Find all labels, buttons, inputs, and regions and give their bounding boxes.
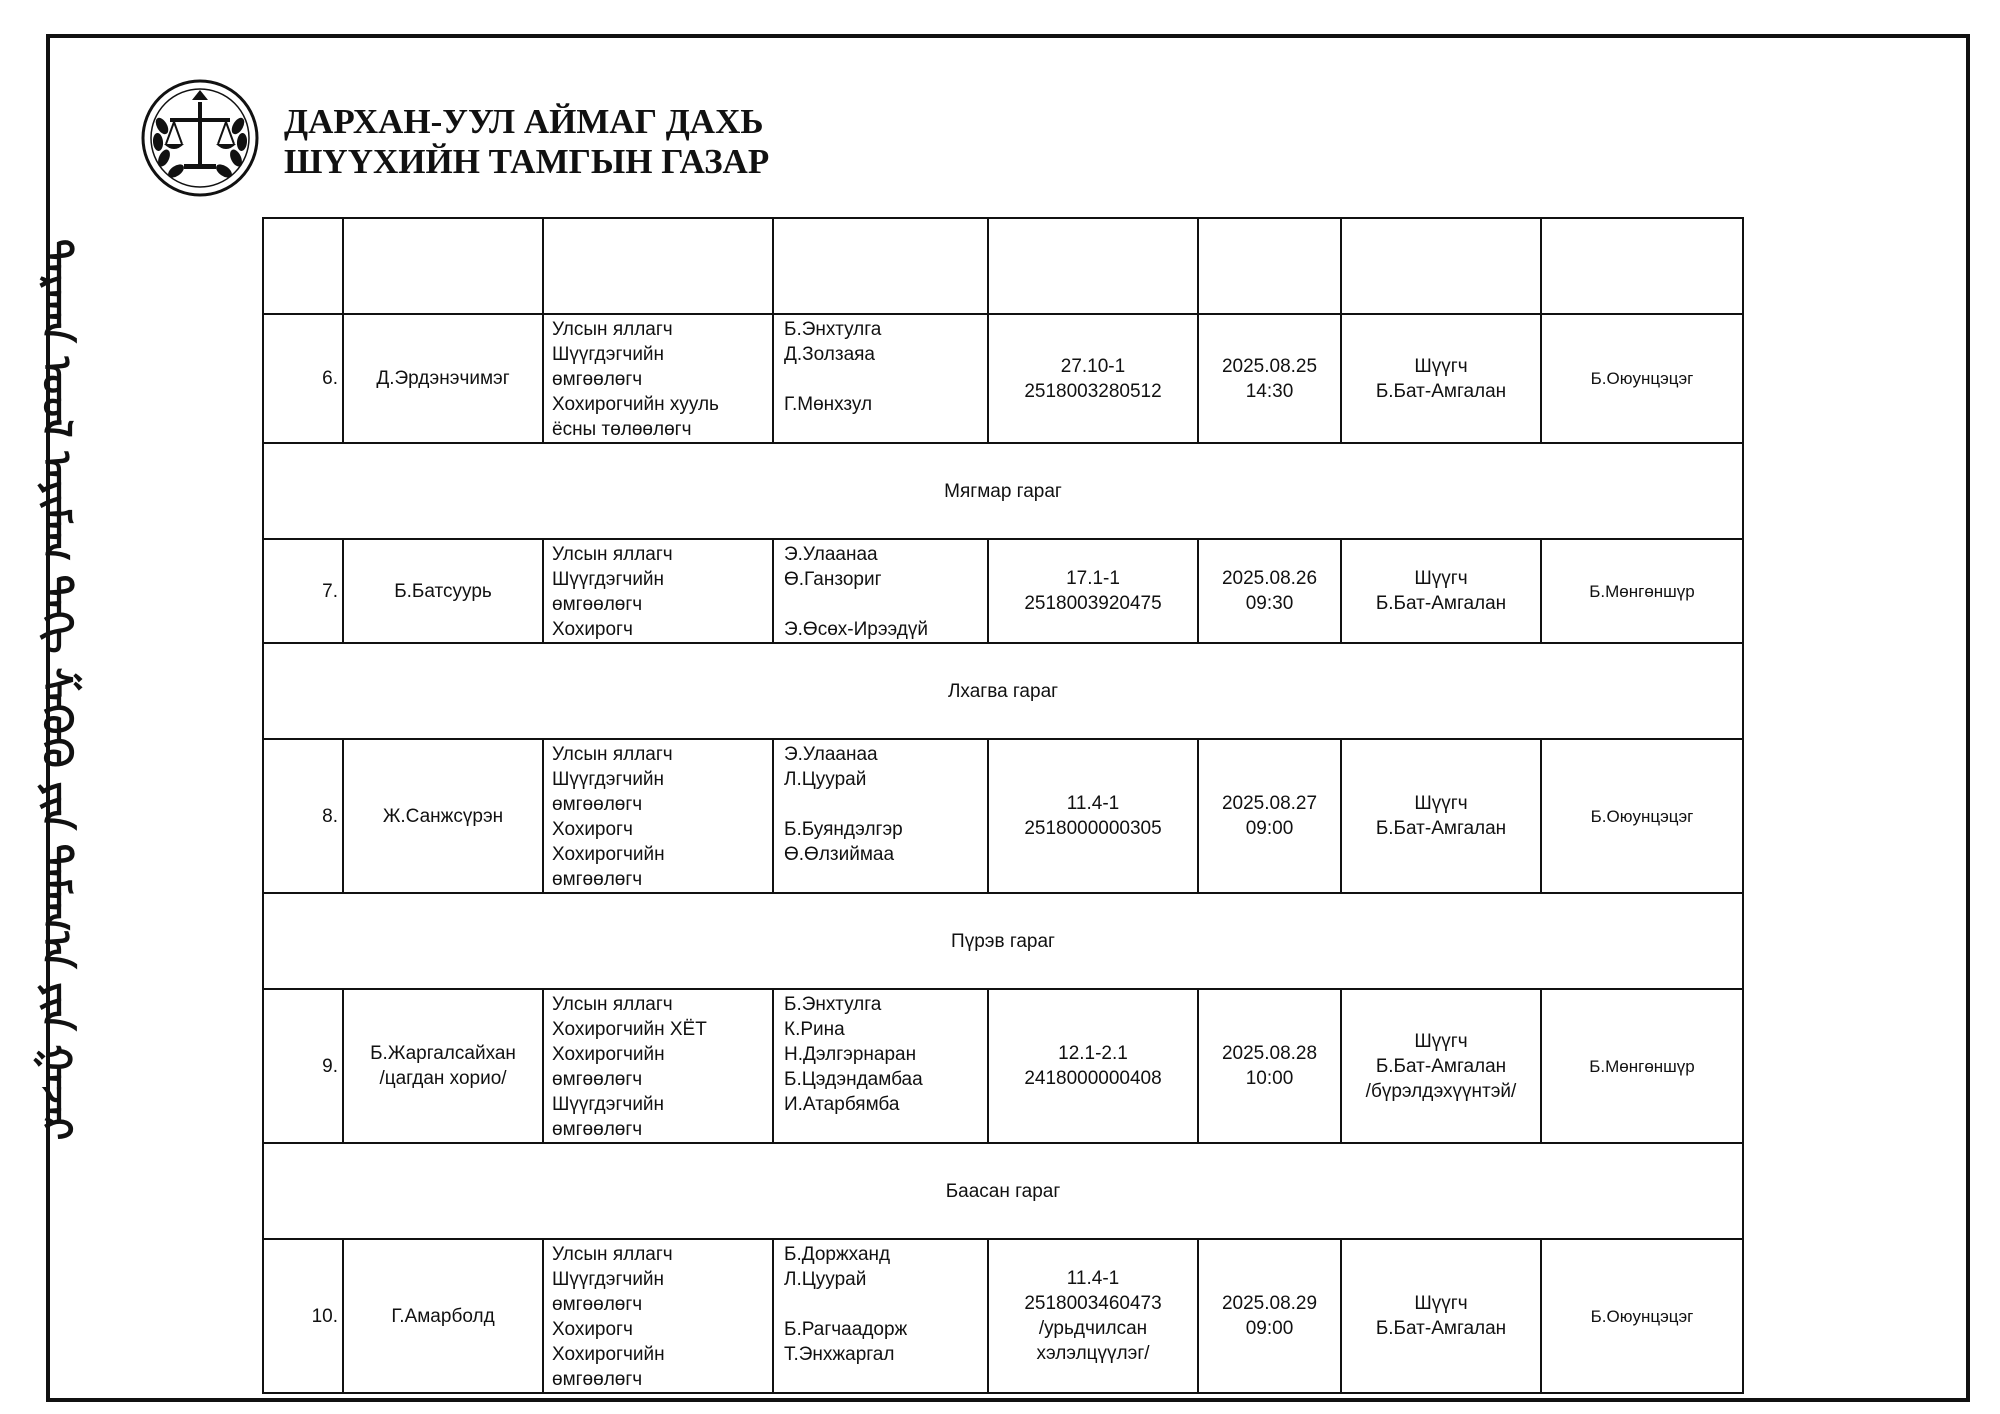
cell-line: 11.4-1 (1066, 1268, 1120, 1289)
weekday-row (263, 1143, 1743, 1239)
empty-header-cell (1198, 218, 1341, 314)
cell-line: Б.Бат-Амгалан (1375, 380, 1507, 402)
cell-line (784, 1292, 979, 1317)
cell-line: Э.Улаанаа (784, 544, 878, 565)
cell-line: Н.Дэлгэрнаран (784, 1044, 917, 1065)
case-code (988, 539, 1198, 643)
hearing-datetime (1198, 989, 1341, 1143)
cell-line: Б.Бат-Амгалан (1375, 593, 1507, 614)
empty-header-cell (1341, 218, 1541, 314)
case-code (988, 739, 1198, 893)
cell-line: Хохирогчийн ХЁТ (552, 1019, 707, 1040)
hearing-datetime (1198, 539, 1341, 643)
cell-line: Г.Мөнхзул (784, 394, 873, 415)
cell-line: өмгөөлөгч (552, 1294, 643, 1315)
heading-line-1: ДАРХАН-УУЛ АЙМАГ ДАХЬ (284, 102, 764, 141)
cell-line: ёсны төлөөлөгч (552, 419, 692, 440)
cell-line: Г.Амарболд (391, 1305, 495, 1327)
case-code (988, 1239, 1198, 1393)
participant-roles (543, 989, 773, 1143)
cell-line: Д.Золзаяа (784, 344, 875, 365)
defendant-name (343, 314, 543, 443)
table-row (263, 1239, 1743, 1393)
cell-line: өмгөөлөгч (552, 869, 643, 890)
table-row (263, 739, 1743, 893)
cell-line: Б.Буяндэлгэр (784, 819, 903, 840)
cell-line: 2025.08.29 (1221, 1293, 1318, 1314)
cell-line: 27.10-1 (1060, 355, 1126, 377)
cell-line: Улсын яллагч (552, 994, 673, 1015)
defendant-name (343, 539, 543, 643)
cell-line: Улсын яллагч (552, 744, 673, 765)
cell-line: /бүрэлдэхүүнтэй/ (1365, 1080, 1517, 1102)
cell-line: Хохирогчийн (552, 1344, 665, 1365)
empty-header-cell (343, 218, 543, 314)
mongolian-script-margin (28, 210, 84, 1170)
weekday-label: Пүрэв гараг (263, 893, 1743, 989)
cell-line: Ө.Ганзориг (784, 569, 882, 590)
court-secretary: Б.Мөнгөншүр (1541, 989, 1743, 1143)
presiding-judge (1341, 539, 1541, 643)
defendant-name (343, 1239, 543, 1393)
case-code (988, 989, 1198, 1143)
cell-line: /урьдчилсан (1038, 1318, 1148, 1339)
cell-line: 2518000000305 (1024, 818, 1162, 839)
cell-line: Шүүгч (1414, 1293, 1468, 1314)
table-row (263, 314, 1743, 443)
case-number: 9. (263, 989, 343, 1143)
cell-line: Ж.Санжсүрэн (382, 805, 504, 827)
heading-line-2: ШҮҮХИЙН ТАМГЫН ГАЗАР (284, 142, 770, 181)
cell-line: хэлэлцүүлэг/ (1036, 1343, 1150, 1364)
case-number: 6. (263, 314, 343, 443)
table-header-row (263, 218, 1743, 314)
defendant-name (343, 739, 543, 893)
cell-line: Хохирогч (552, 1319, 633, 1340)
court-secretary: Б.Мөнгөншүр (1541, 539, 1743, 643)
cell-line: Шүүгдэгчийн (552, 1269, 665, 1290)
cell-line: Шүүгч (1414, 355, 1468, 377)
cell-line: Б.Цэдэндамбаа (784, 1069, 923, 1090)
case-code (988, 314, 1198, 443)
cell-line: өмгөөлөгч (552, 1369, 643, 1390)
participant-names (773, 989, 988, 1143)
mongolian-script-text: ᠳᠠᠷᠬᠠᠨ ᠤᠤᠯ ᠠᠶᠢᠮᠠᠭ ᠳᠠᠬᠢ ᠱᠡᠭᠦᠬᠦ ᠶᠢᠨ ᠲᠠᠮᠠᠭ᠎ᠠ ᠶᠢᠨ ᠭᠠᠵᠠᠷ (33, 239, 80, 1141)
case-number: 8. (263, 739, 343, 893)
participant-names (773, 1239, 988, 1393)
cell-line: 09:00 (1245, 1318, 1294, 1339)
cell-line: Б.Жаргалсайхан (370, 1043, 516, 1064)
cell-line: Б.Батсуурь (394, 580, 492, 602)
cell-line: Т.Энхжаргал (784, 1344, 895, 1365)
cell-line: Б.Энхтулга (784, 319, 882, 340)
cell-line: Ө.Өлзиймаа (784, 844, 895, 865)
cell-line: 2025.08.27 (1221, 793, 1318, 814)
cell-line (784, 592, 979, 617)
weekday-row (263, 443, 1743, 539)
case-number: 7. (263, 539, 343, 643)
cell-line: /цагдан хорио/ (379, 1068, 507, 1089)
cell-line: Хохирогчийн хууль (552, 394, 719, 415)
cell-line: 17.1-1 (1066, 568, 1120, 589)
defendant-name (343, 989, 543, 1143)
cell-line: Б.Энхтулга (784, 994, 882, 1015)
cell-line: Л.Цуурай (784, 769, 867, 790)
cell-line: Б.Бат-Амгалан (1375, 1055, 1507, 1077)
cell-line: Шүүгч (1414, 1030, 1468, 1052)
cell-line: К.Рина (784, 1019, 845, 1040)
participant-roles (543, 539, 773, 643)
cell-line: 2518003460473 (1024, 1293, 1162, 1314)
court-secretary: Б.Оюунцэцэг (1541, 314, 1743, 443)
court-scales-emblem-icon (140, 78, 260, 198)
hearing-schedule-table (262, 217, 1744, 1394)
participant-roles (543, 739, 773, 893)
empty-header-cell (773, 218, 988, 314)
table-row (263, 539, 1743, 643)
cell-line: 09:30 (1245, 593, 1294, 614)
presiding-judge (1341, 989, 1541, 1143)
participant-names (773, 539, 988, 643)
cell-line: 2025.08.28 (1221, 1043, 1318, 1064)
participant-names (773, 314, 988, 443)
cell-line: Л.Цуурай (784, 1269, 867, 1290)
cell-line: өмгөөлөгч (552, 369, 643, 390)
organization-heading (284, 102, 769, 182)
cell-line: 2025.08.26 (1221, 568, 1318, 589)
table-row (263, 989, 1743, 1143)
hearing-datetime (1198, 1239, 1341, 1393)
cell-line: өмгөөлөгч (552, 1119, 643, 1140)
empty-header-cell (1541, 218, 1743, 314)
court-secretary: Б.Оюунцэцэг (1541, 1239, 1743, 1393)
weekday-label: Лхагва гараг (263, 643, 1743, 739)
cell-line: 11.4-1 (1066, 793, 1120, 814)
cell-line: Б.Бат-Амгалан (1375, 1318, 1507, 1339)
cell-line: Шүүгч (1414, 793, 1468, 814)
cell-line (784, 367, 979, 392)
cell-line: Шүүгдэгчийн (552, 569, 665, 590)
empty-header-cell (263, 218, 343, 314)
participant-roles (543, 314, 773, 443)
court-secretary: Б.Оюунцэцэг (1541, 739, 1743, 893)
cell-line: 2518003280512 (1024, 380, 1162, 402)
participant-roles (543, 1239, 773, 1393)
cell-line: И.Атарбямба (784, 1094, 900, 1115)
cell-line: Шүүгдэгчийн (552, 1094, 665, 1115)
presiding-judge (1341, 1239, 1541, 1393)
weekday-label: Мягмар гараг (263, 443, 1743, 539)
cell-line: Э.Өсөх-Ирээдүй (784, 619, 929, 640)
cell-line: Шүүгдэгчийн (552, 769, 665, 790)
cell-line: 2518003920475 (1024, 593, 1162, 614)
weekday-row (263, 643, 1743, 739)
cell-line (784, 792, 979, 817)
presiding-judge (1341, 314, 1541, 443)
cell-line: 12.1-2.1 (1058, 1043, 1128, 1064)
cell-line: 09:00 (1245, 818, 1294, 839)
weekday-row (263, 893, 1743, 989)
cell-line: 2025.08.25 (1221, 355, 1318, 377)
cell-line: Б.Рагчаадорж (784, 1319, 908, 1340)
hearing-datetime (1198, 314, 1341, 443)
cell-line: Б.Доржханд (784, 1244, 891, 1265)
participant-names (773, 739, 988, 893)
weekday-label: Баасан гараг (263, 1143, 1743, 1239)
cell-line: өмгөөлөгч (552, 594, 643, 615)
cell-line: өмгөөлөгч (552, 1069, 643, 1090)
presiding-judge (1341, 739, 1541, 893)
cell-line: Хохирогч (552, 619, 633, 640)
cell-line: Хохирогчийн (552, 844, 665, 865)
cell-line: Хохирогчийн (552, 1044, 665, 1065)
cell-line: Шүүгдэгчийн (552, 344, 665, 365)
empty-header-cell (988, 218, 1198, 314)
cell-line: Б.Бат-Амгалан (1375, 818, 1507, 839)
empty-header-cell (543, 218, 773, 314)
cell-line: 14:30 (1245, 380, 1294, 402)
cell-line: Шүүгч (1414, 568, 1468, 589)
cell-line: Улсын яллагч (552, 319, 673, 340)
case-number: 10. (263, 1239, 343, 1393)
cell-line: 10:00 (1245, 1068, 1294, 1089)
cell-line: Э.Улаанаа (784, 744, 878, 765)
cell-line: Улсын яллагч (552, 544, 673, 565)
cell-line: 2418000000408 (1024, 1068, 1162, 1089)
cell-line: өмгөөлөгч (552, 794, 643, 815)
schedule-body (263, 218, 1743, 1393)
cell-line: Д.Эрдэнэчимэг (376, 368, 510, 389)
cell-line: Хохирогч (552, 819, 633, 840)
hearing-datetime (1198, 739, 1341, 893)
cell-line: Улсын яллагч (552, 1244, 673, 1265)
